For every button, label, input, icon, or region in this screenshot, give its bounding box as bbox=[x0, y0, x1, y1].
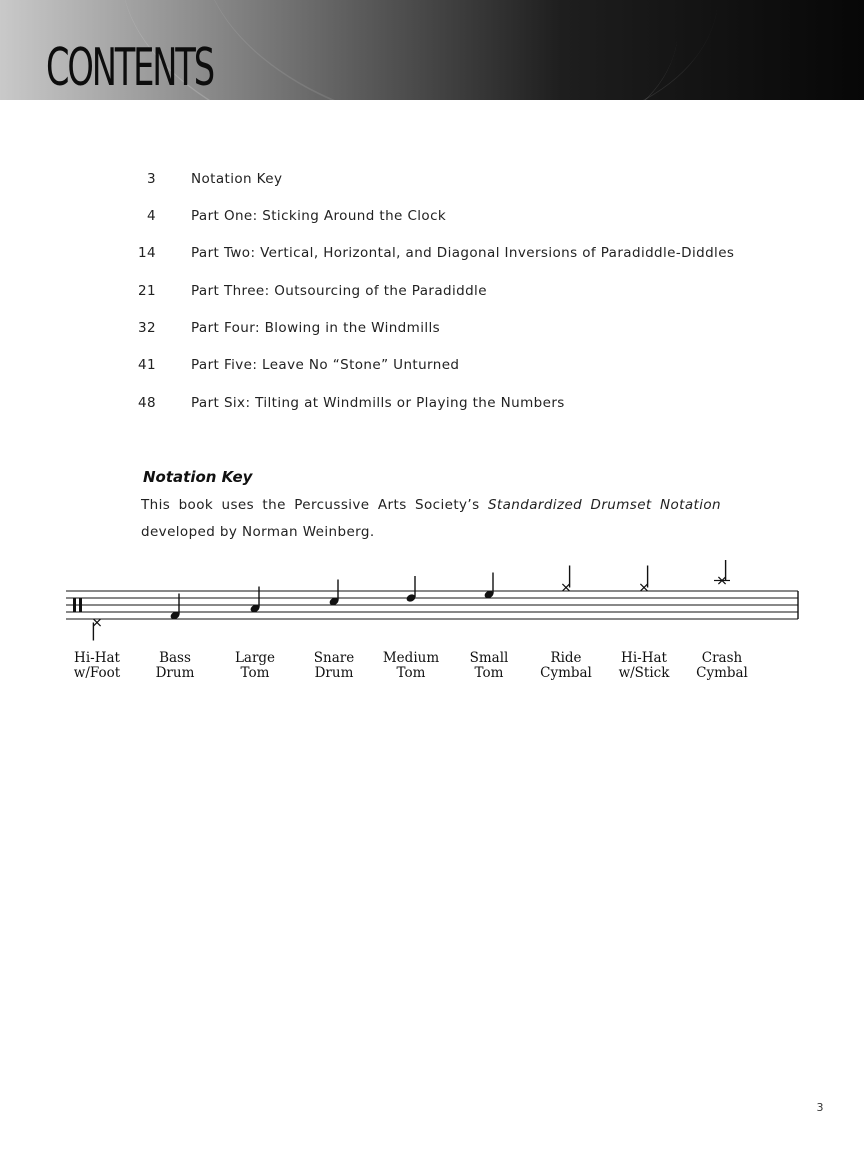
instrument-label bbox=[130, 651, 220, 681]
toc-entry-title: Part Three: Outsourcing of the Paradiddle bbox=[191, 283, 487, 299]
instrument-label-line1: Medium bbox=[382, 650, 440, 666]
toc-entry[interactable] bbox=[0, 204, 864, 228]
instrument-label-line1: Hi-Hat bbox=[621, 650, 667, 666]
toc-entry-title: Part One: Sticking Around the Clock bbox=[191, 208, 447, 224]
instrument-label bbox=[52, 651, 142, 681]
instrument-label-line2: Cymbal bbox=[696, 665, 748, 681]
description-text: This book uses the Percussive Arts Society’s bbox=[141, 497, 488, 513]
instrument-label-line2: Cymbal bbox=[540, 665, 592, 681]
toc-entry-title: Part Six: Tilting at Windmills or Playing the Numbers bbox=[191, 395, 565, 411]
toc-entry[interactable] bbox=[0, 316, 864, 340]
toc-page-number: 4 bbox=[147, 208, 156, 224]
drumset-notation-staff bbox=[0, 560, 864, 700]
toc-page-number: 14 bbox=[138, 245, 156, 261]
toc-entry-title: Notation Key bbox=[191, 171, 283, 187]
toc-entry-title: Part Four: Blowing in the Windmills bbox=[191, 320, 441, 336]
instrument-label-line2: w/Foot bbox=[73, 665, 121, 681]
notation-key-description bbox=[141, 492, 721, 546]
instrument-label bbox=[677, 651, 767, 681]
page-number: 3 bbox=[816, 1101, 824, 1114]
notation-key-heading: Notation Key bbox=[143, 468, 253, 486]
instrument-label-line2: Tom bbox=[396, 665, 426, 681]
instrument-label bbox=[599, 651, 689, 681]
toc-entry[interactable] bbox=[0, 241, 864, 265]
instrument-label-line1: Ride bbox=[550, 650, 582, 666]
page-title: CONTENTS bbox=[46, 38, 213, 98]
toc-page-number: 41 bbox=[138, 357, 156, 373]
description-text: developed by Norman Weinberg. bbox=[141, 524, 375, 540]
toc-page-number: 21 bbox=[138, 283, 156, 299]
instrument-label bbox=[366, 651, 456, 681]
instrument-label-line2: w/Stick bbox=[618, 665, 670, 681]
toc-entry-title: Part Two: Vertical, Horizontal, and Diagonal Inversions of Paradiddle-Diddles bbox=[191, 245, 735, 261]
description-book-title: Standardized Drumset Notation bbox=[487, 497, 721, 513]
toc-entry[interactable] bbox=[0, 279, 864, 303]
instrument-label-line2: Drum bbox=[155, 665, 195, 681]
instrument-label-line2: Tom bbox=[474, 665, 504, 681]
toc-entry[interactable] bbox=[0, 167, 864, 191]
instrument-label-line1: Crash bbox=[701, 650, 743, 666]
instrument-label bbox=[210, 651, 300, 681]
instrument-label-line1: Snare bbox=[313, 650, 355, 666]
percussion-clef bbox=[73, 598, 76, 612]
page-header-banner bbox=[0, 0, 864, 100]
instrument-label-line1: Bass bbox=[159, 650, 191, 666]
toc-entry-title: Part Five: Leave No “Stone” Unturned bbox=[191, 357, 460, 373]
toc-entry[interactable] bbox=[0, 353, 864, 377]
toc-page-number: 48 bbox=[138, 395, 156, 411]
toc-page-number: 3 bbox=[147, 171, 156, 187]
instrument-label-line1: Large bbox=[234, 650, 276, 666]
instrument-label-line2: Drum bbox=[314, 665, 354, 681]
toc-page-number: 32 bbox=[138, 320, 156, 336]
instrument-label-line2: Tom bbox=[240, 665, 270, 681]
percussion-clef bbox=[79, 598, 82, 612]
instrument-label-line1: Hi-Hat bbox=[74, 650, 120, 666]
toc-entry[interactable] bbox=[0, 391, 864, 415]
instrument-label-line1: Small bbox=[469, 650, 509, 666]
instrument-label bbox=[521, 651, 611, 681]
